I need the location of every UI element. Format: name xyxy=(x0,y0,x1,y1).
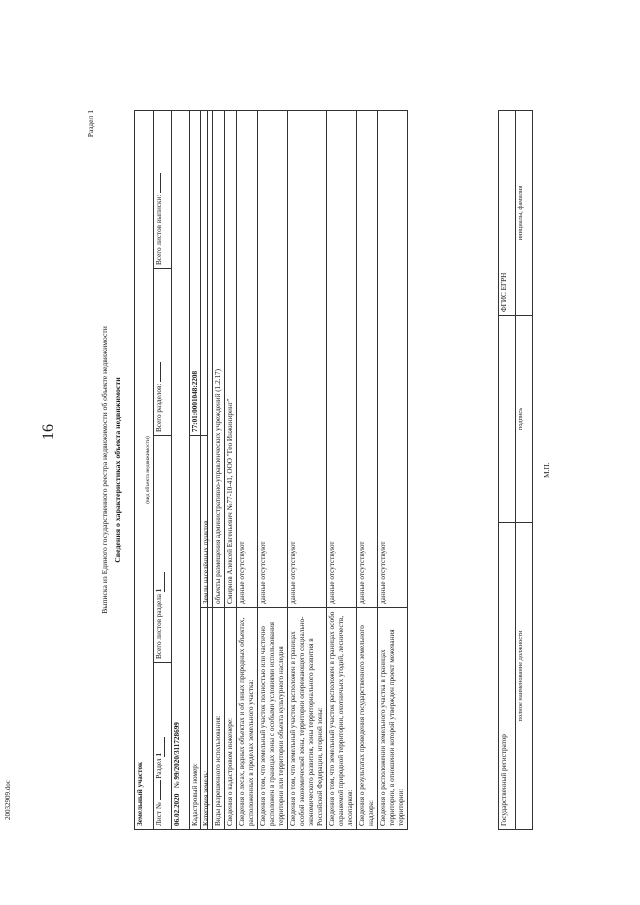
registrar-name: ФГИС ЕГРН xyxy=(499,111,516,316)
page-number: 16 xyxy=(40,424,57,440)
characteristic-row xyxy=(288,111,327,830)
total-sheets-section-cell xyxy=(153,436,171,663)
sheet-cell xyxy=(153,663,171,830)
total-sheets-cell xyxy=(153,111,171,269)
row-value: данные отсутствуют xyxy=(357,111,378,608)
total-sections-value xyxy=(160,362,161,382)
document-subtitle: Сведения о характеристиках объекта недвижимости xyxy=(113,377,122,563)
extract-date: 06.02.2020 xyxy=(172,793,181,826)
row-value: данные отсутствуют xyxy=(288,111,327,608)
signature-caption: подпись xyxy=(516,316,533,523)
characteristic-row xyxy=(357,111,378,830)
object-type-caption: (вид объекта недвижимости) xyxy=(145,436,151,504)
row-value: данные отсутствуют xyxy=(327,111,357,608)
row-value: данные отсутствуют xyxy=(237,111,258,608)
row-label: Сведения о кадастровом инженере: xyxy=(225,608,237,830)
number-label: № xyxy=(172,781,181,789)
name-caption: инициалы, фамилия xyxy=(516,111,533,316)
row-label: Сведения о том, что земельный участок расположен в границах особой экономической зоны, территории опережающего социально-экономического развития, зоны территориального развития в Российской Федерации, игорной зоны: xyxy=(288,608,327,830)
cadastral-label: Кадастровый номер: xyxy=(189,436,207,830)
row-label: Сведения о результатах проведения государственного земельного надзора: xyxy=(357,608,378,830)
characteristics-table xyxy=(200,110,408,830)
document-title: Выписка из Единого государственного реестра недвижимости об объекте недвижимости xyxy=(100,326,109,614)
row-label: Сведения о том, что земельный участок полностью или частично расположен в границах зоны с особыми условиями использования территории или территории объекта культурного наследия xyxy=(258,608,288,830)
extract-number: 99/2020/311728699 xyxy=(172,722,181,780)
stamp-place: М.П. xyxy=(542,462,551,478)
row-label: Категория земель: xyxy=(201,608,213,830)
characteristic-row xyxy=(327,111,357,830)
row-label: Виды разрешенного использования: xyxy=(213,608,225,830)
total-sections-cell xyxy=(153,269,171,436)
row-label: Сведения о лесах, водных объектах и об иных природных объектах, расположенных в пределах земельного участка: xyxy=(237,608,258,830)
row-label: Сведения о расположении земельного участка в границах территории, в отношении которой утвержден проект межевания территории: xyxy=(378,608,408,830)
row-value: данные отсутствуют xyxy=(378,111,408,608)
row-value: Смирнов Алексей Евгеньевич №77-10-41, ООО "Гео Инжиниринг" xyxy=(225,111,237,608)
row-value: Земли населённых пунктов xyxy=(201,111,213,608)
registrar-signature xyxy=(499,316,516,523)
characteristic-row xyxy=(225,111,237,830)
sheet-label: Лист № xyxy=(154,802,163,826)
registrar-table xyxy=(498,110,533,830)
characteristic-row xyxy=(378,111,408,830)
date-number-cell xyxy=(171,111,189,830)
total-sections-label: Всего разделов: xyxy=(154,383,163,432)
sheet-value xyxy=(160,780,161,800)
total-sheets-label: Всего листов выписки: xyxy=(154,194,163,265)
extract-document xyxy=(80,110,570,830)
section-label-cell: Раздел xyxy=(154,758,163,779)
row-value: данные отсутствуют xyxy=(258,111,288,608)
total-sheets-section-value: 1 xyxy=(155,572,165,592)
cadastral-number: 77:01:0001048:2208 xyxy=(189,111,207,436)
registrar-position: Государственный регистратор xyxy=(499,523,516,830)
object-info-table xyxy=(134,110,208,830)
row-value: объекты размещения административно-управленческих учреждений (1.2.17) xyxy=(213,111,225,608)
total-sheets-section-label: Всего листов раздела xyxy=(154,594,163,659)
characteristic-row xyxy=(213,111,225,830)
characteristic-row xyxy=(258,111,288,830)
section-value: 1 xyxy=(155,737,165,757)
position-caption: полное наименование должности xyxy=(516,523,533,830)
file-name: 20032909.doc xyxy=(4,780,12,820)
total-sheets-value xyxy=(160,173,161,193)
characteristic-row xyxy=(201,111,213,830)
object-type: Земельный участок xyxy=(136,761,144,826)
characteristic-row xyxy=(237,111,258,830)
object-type-cell xyxy=(135,111,154,830)
section-label: Раздел 1 xyxy=(86,110,95,138)
row-label: Сведения о том, что земельный участок расположен в границах особо охраняемой природной территории, охотничьих угодий, лесничеств, лесопарков: xyxy=(327,608,357,830)
